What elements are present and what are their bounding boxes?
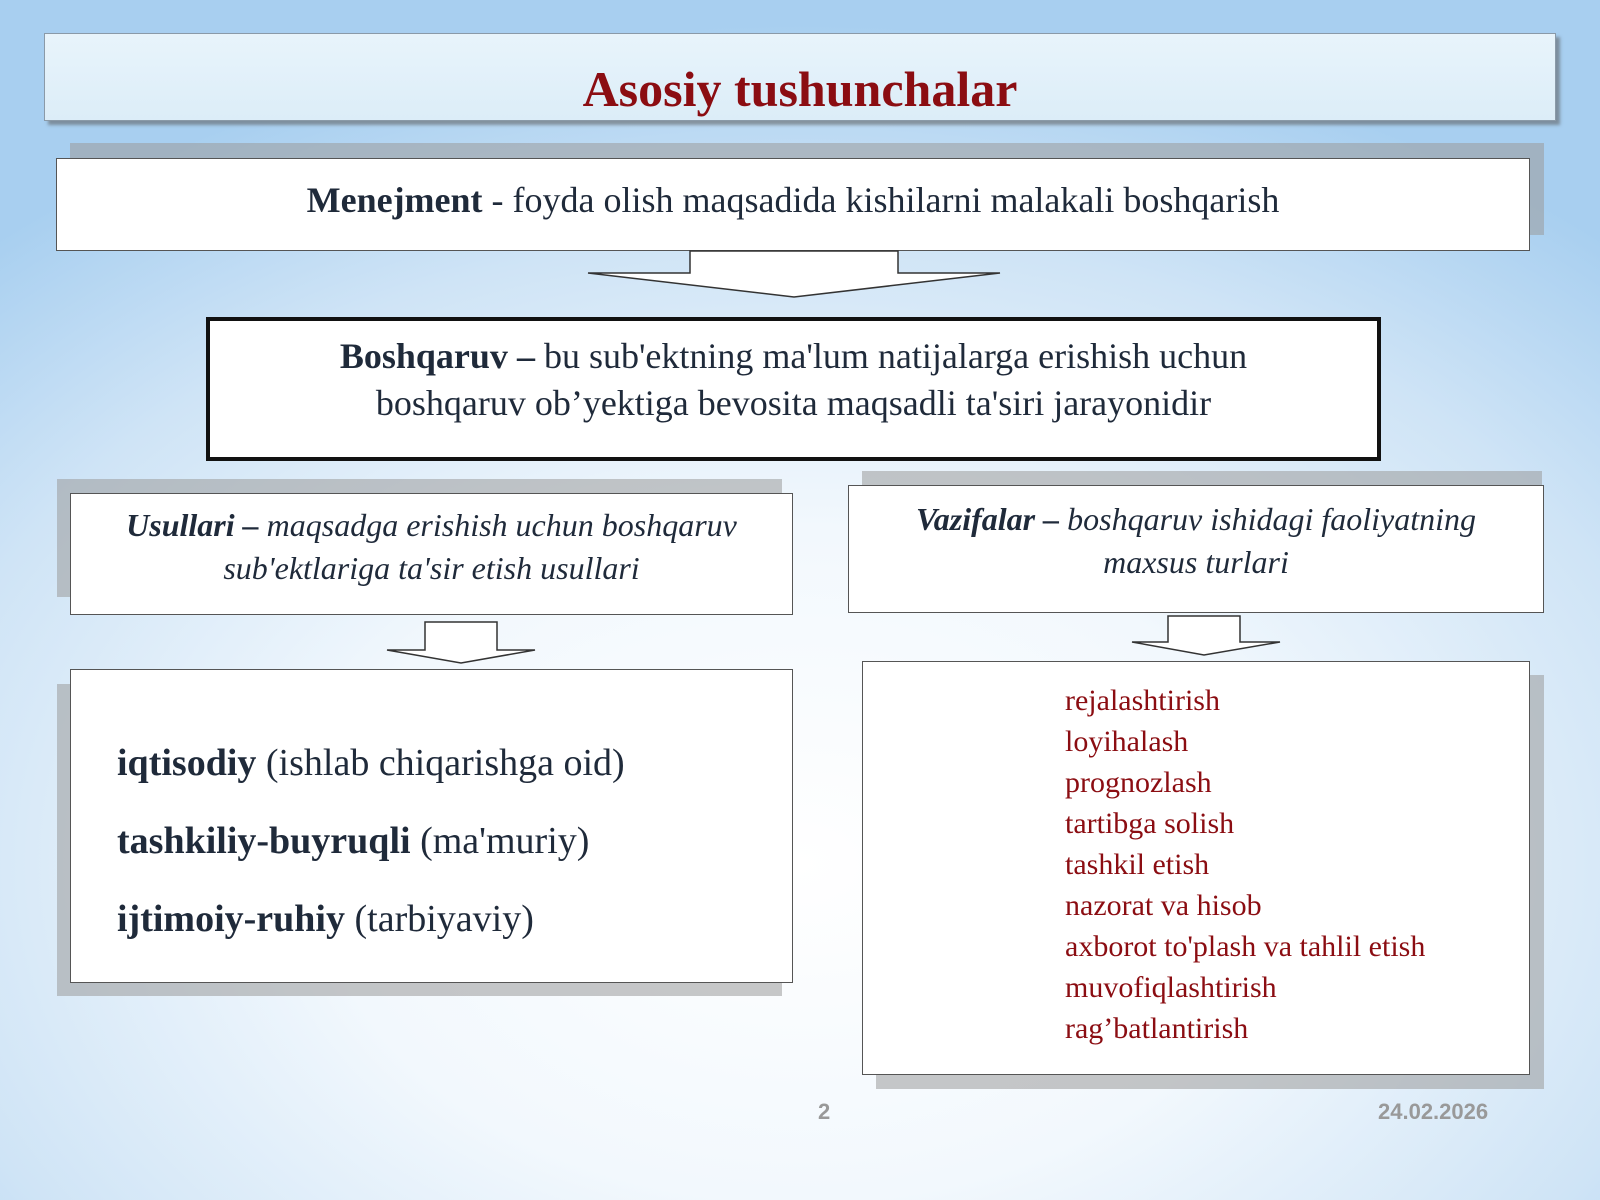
functions-definition: Vazifalar – boshqaruv ishidagi faoliyatning maxsus turlari bbox=[861, 498, 1531, 584]
list-item: tashkiliy-buyruqli (ma'muriy) bbox=[117, 820, 590, 862]
governance-box bbox=[206, 317, 1381, 461]
page-number: 2 bbox=[818, 1099, 831, 1124]
list-item: iqtisodiy (ishlab chiqarishga oid) bbox=[117, 742, 625, 784]
methods-line1: maqsadga erishish uchun boshqaruv bbox=[266, 507, 737, 543]
functions-list-box bbox=[862, 661, 1530, 1075]
methods-definition: Usullari – maqsadga erishish uchun boshqaruv sub'ektlariga ta'sir etish usullari bbox=[83, 504, 780, 590]
slide-date: 24.02.2026 bbox=[1378, 1099, 1489, 1124]
governance-definition: Boshqaruv – bu sub'ektning ma'lum natijalarga erishish uchun boshqaruv ob’yektiga bevosita maqsadli ta'siri jarayonidir bbox=[270, 333, 1317, 427]
list-item: axborot to'plash va tahlil etish bbox=[1065, 930, 1426, 963]
arrow-methods-to-list bbox=[387, 622, 535, 663]
list-item: tartibga solish bbox=[1065, 807, 1235, 840]
list-item: rejalashtirish bbox=[1065, 684, 1220, 717]
functions-line1: boshqaruv ishidagi faoliyatning bbox=[1067, 501, 1477, 537]
list-item: ijtimoiy-ruhiy (tarbiyaviy) bbox=[117, 898, 534, 940]
arrow-functions-to-list bbox=[1132, 616, 1280, 655]
methods-term: Usullari bbox=[126, 507, 235, 543]
arrow-management-to-governance bbox=[588, 251, 1000, 297]
list-item: rag’batlantirish bbox=[1065, 1012, 1249, 1045]
list-item: nazorat va hisob bbox=[1065, 889, 1262, 922]
functions-list bbox=[1065, 680, 1425, 1049]
methods-box bbox=[70, 493, 793, 615]
governance-line1: bu sub'ektning ma'lum natijalarga erishish uchun bbox=[543, 336, 1248, 376]
methods-line2: sub'ektlariga ta'sir etish usullari bbox=[223, 550, 640, 586]
management-text: foyda olish maqsadida kishilarni malakali boshqarish bbox=[512, 180, 1280, 220]
methods-list-box bbox=[70, 669, 793, 983]
management-term: Menejment bbox=[306, 180, 483, 220]
management-definition: Menejment - foyda olish maqsadida kishilarni malakali boshqarish bbox=[306, 180, 1280, 220]
list-item: tashkil etish bbox=[1065, 848, 1210, 881]
slide-title: Asosiy tushunchalar bbox=[582, 61, 1018, 117]
governance-term: Boshqaruv bbox=[339, 336, 508, 376]
list-item: prognozlash bbox=[1065, 766, 1212, 799]
functions-term: Vazifalar bbox=[915, 501, 1036, 537]
list-item: loyihalash bbox=[1065, 725, 1189, 758]
functions-box bbox=[848, 485, 1544, 613]
governance-line2: boshqaruv ob’yektiga bevosita maqsadli ta'siri jarayonidir bbox=[375, 383, 1212, 423]
functions-line2: maxsus turlari bbox=[1103, 544, 1289, 580]
methods-list bbox=[117, 724, 625, 958]
list-item: muvofiqlashtirish bbox=[1065, 971, 1277, 1004]
